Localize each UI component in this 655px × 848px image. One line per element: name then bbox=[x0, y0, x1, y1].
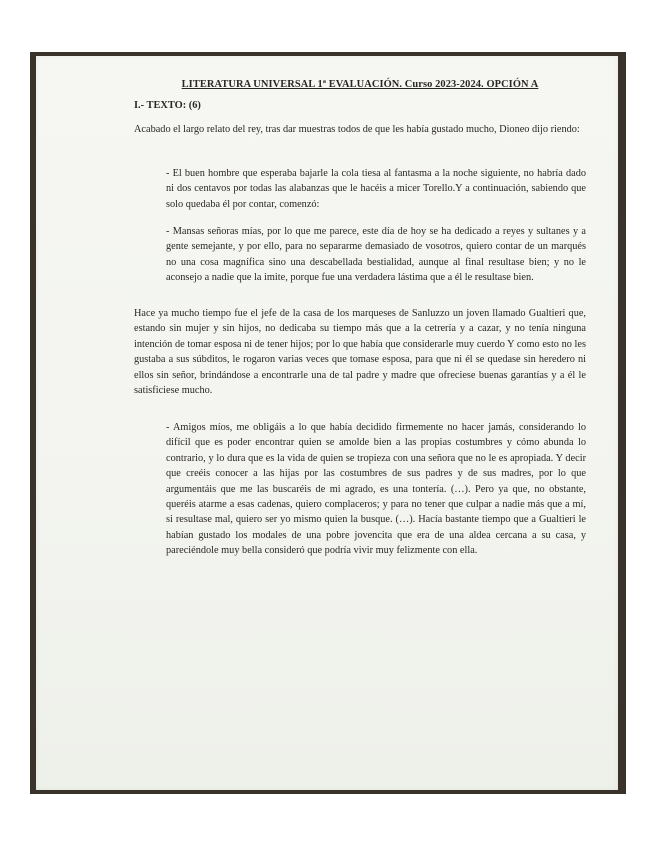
paragraph-gualtieri: Hace ya mucho tiempo fue el jefe de la casa de los marqueses de Sanluzzo un joven llamado Gualtieri que, estando sin mujer y sin hijos, no dedicaba su tiempo más que a la cetrería y a cazar, y no tenía ninguna intención de tomar esposa ni de tener hijos; por lo que había que considerarle muy cuerdo Y como esto no les gustaba a sus súbditos, le rogaron varias veces que tomase esposa, para que ni él se quedase sin heredero ni ellos sin señor, brindándose a encontrarle una de tal padre y madre que ofreciese buenas garantías y a él le satisficiese mucho. bbox=[134, 308, 586, 397]
document-title: LITERATURA UNIVERSAL 1ª EVALUACIÓN. Curso 2023-2024. OPCIÓN A bbox=[181, 79, 539, 90]
paragraph-intro: Acabado el largo relato del rey, tras dar muestras todos de que les había gustado mucho, Dioneo dijo riendo: bbox=[134, 124, 580, 135]
paper-sheet bbox=[36, 56, 618, 790]
section-heading: I.- TEXTO: (6) bbox=[134, 100, 201, 111]
quote-gualtieri-speech: - Amigos míos, me obligáis a lo que había decidido firmemente no hacer jamás, considerando lo difícil que es poder encontrar quien se amolde bien a las propias costumbres y cómo abunda lo contrario, y lo dura que es la vida de quien se tropieza con una señora que no le es apropiada. Y decir que creéis conocer a las hijas por las costumbres de sus padres y de sus madres, por lo que argumentáis que me las buscaréis de mi agrado, es una tontería. (…). Pero ya que, no obstante, queréis atarme a esas cadenas, quiero complaceros; y para no tener que culpar a nadie más que a mí, si resultase mal, quiero ser yo mismo quien la busque. (…). Hacía bastante tiempo que a Gualtieri le habían gustado los modales de una pobre jovencita que era de una aldea cercana a su casa, y pareciéndole muy bella consideró que podría vivir muy felizmente con ella. bbox=[166, 422, 586, 557]
quote-dioneo-remark: - El buen hombre que esperaba bajarle la cola tiesa al fantasma a la noche siguiente, no habría dado ni dos centavos por todas las alabanzas que le hacéis a micer Torello.Y a continuación, sabiendo que solo quedaba él por contar, comenzó: bbox=[166, 168, 586, 210]
quote-dioneo-opening: - Mansas señoras mías, por lo que me parece, este día de hoy se ha dedicado a reyes y sultanes y a gente semejante, y por ello, para no separarme demasiado de vosotros, quiero contar de un marqués no una cosa magnífica sino una descabellada bestialidad, aunque al final resultase bien; y no le aconsejo a nadie que la imite, porque fue una verdadera lástima que a él le resultase bien. bbox=[166, 226, 586, 284]
